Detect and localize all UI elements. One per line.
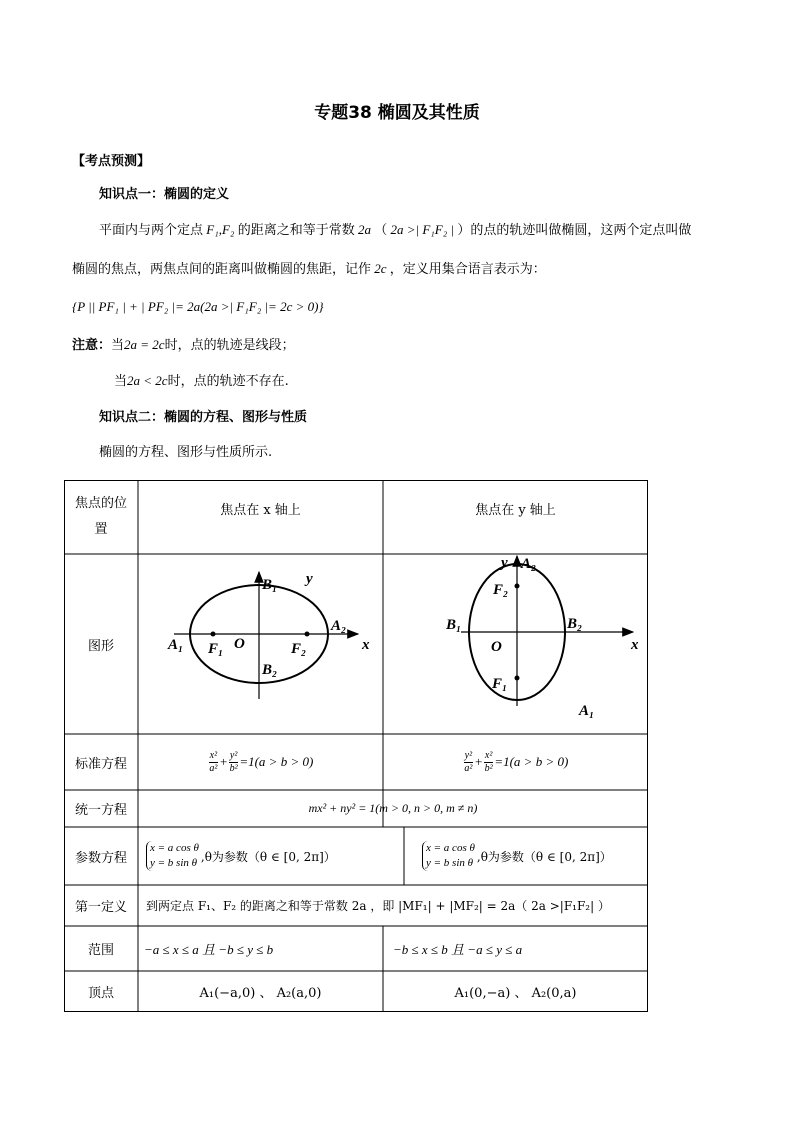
row-label-param: 参数方程	[74, 850, 127, 866]
k2-heading: 知识点二：椭圆的方程、图形与性质	[99, 410, 308, 425]
row-label-first-def: 第一定义	[74, 900, 127, 915]
k1-para2: 椭圆的焦点，两焦点间的距离叫做椭圆的焦距，记作 2c ，定义用集合语言表示为：	[72, 261, 546, 277]
param-eq-x: x = a cos θ y = b sin θ ,θ为参数（θ ∈ [0, 2π]）	[138, 827, 404, 885]
fy-origin-label: O	[491, 639, 502, 655]
fx-origin-label: O	[234, 636, 245, 652]
row-label-unified: 统一方程	[74, 803, 127, 818]
std-eq-y: $\frac{\text{y²}}{\text{a²}}$ + $\frac{\text{x²}}{\text{b²}}$ =1(a > b > 0)	[464, 749, 569, 774]
k2-intro: 椭圆的方程、图形与性质所示.	[99, 445, 273, 460]
range-y: −b ≤ x ≤ b 且 −a ≤ y ≤ a	[393, 942, 523, 957]
fx-x-label: x	[362, 637, 370, 653]
page-title: 专题38 椭圆及其性质	[314, 103, 480, 123]
fx-b2-label: B₂	[262, 662, 278, 678]
vertex-x: A₁(−a,0) 、 A₂(a,0)	[199, 986, 322, 1001]
section-heading: 【考点预测】	[72, 154, 151, 169]
fx-f2-label: F₂	[291, 641, 307, 657]
fy-b2-label: B₂	[567, 616, 583, 632]
properties-table	[64, 480, 648, 1012]
row-label-range: 范围	[87, 943, 114, 958]
row-label-graph: 图形	[87, 638, 114, 654]
fx-f1-label: F₁	[208, 641, 224, 657]
k1-para1: 平面内与两个定点 F₁,F₂ 的距离之和等于常数 2a （ 2a >| F₁F₂ | ）的点的轨迹叫做椭圆，这两个定点叫做	[99, 222, 692, 238]
vertex-y: A₁(0,−a) 、 A₂(0,a)	[454, 986, 577, 1001]
fy-b1-label: B₁	[446, 617, 462, 633]
unified-eq: mx² + ny² = 1(m > 0, n > 0, m ≠ n)	[308, 801, 478, 815]
range-x: −a ≤ x ≤ a 且 −b ≤ y ≤ b	[144, 942, 274, 957]
fy-a2-label: A₂	[521, 556, 537, 572]
fy-a1-label: A₁	[579, 703, 595, 719]
row-label-standard: 标准方程	[74, 756, 127, 772]
fx-a2-label: A₂	[331, 618, 347, 634]
fx-a1-label: A₁	[168, 637, 184, 653]
set-expression: {P || PF₁ | + | PF₂ |= 2a(2a >| F₁F₂ |= 2c > 0)}	[72, 299, 324, 314]
row-label-vertex: 顶点	[87, 986, 114, 1001]
fy-x-label: x	[631, 637, 639, 653]
k1-heading: 知识点一：椭圆的定义	[99, 187, 230, 202]
fy-f2-label: F₂	[493, 582, 509, 598]
fx-b1-label: B₁	[262, 577, 278, 593]
fy-f1-label: F₁	[492, 676, 508, 692]
fy-y-label: y	[501, 555, 508, 571]
fx-y-label: y	[306, 571, 313, 587]
header-x-focus: 焦点在 x 轴上	[220, 502, 301, 518]
std-eq-x: $\frac{\text{x²}}{\text{a²}}$ + $\frac{\text{y²}}{\text{b²}}$ =1(a > b > 0)	[209, 749, 314, 774]
note-line-1: 注意：当2a = 2c时，点的轨迹是线段；	[72, 337, 295, 353]
ellipse-x-figure	[138, 554, 383, 734]
note-line-2: 当2a < 2c时，点的轨迹不存在.	[114, 373, 289, 389]
header-y-focus: 焦点在 y 轴上	[475, 502, 556, 518]
ellipse-y-figure	[383, 554, 648, 734]
param-eq-y: x = a cos θ y = b sin θ ,θ为参数（θ ∈ [0, 2π]）	[404, 827, 648, 885]
first-def-text: 到两定点 F₁、F₂ 的距离之和等于常数 2a ，即 |MF₁| + |MF₂| = 2a（ 2a >|F₁F₂| ）	[146, 899, 610, 913]
header-label: 焦点的位置	[74, 496, 127, 537]
